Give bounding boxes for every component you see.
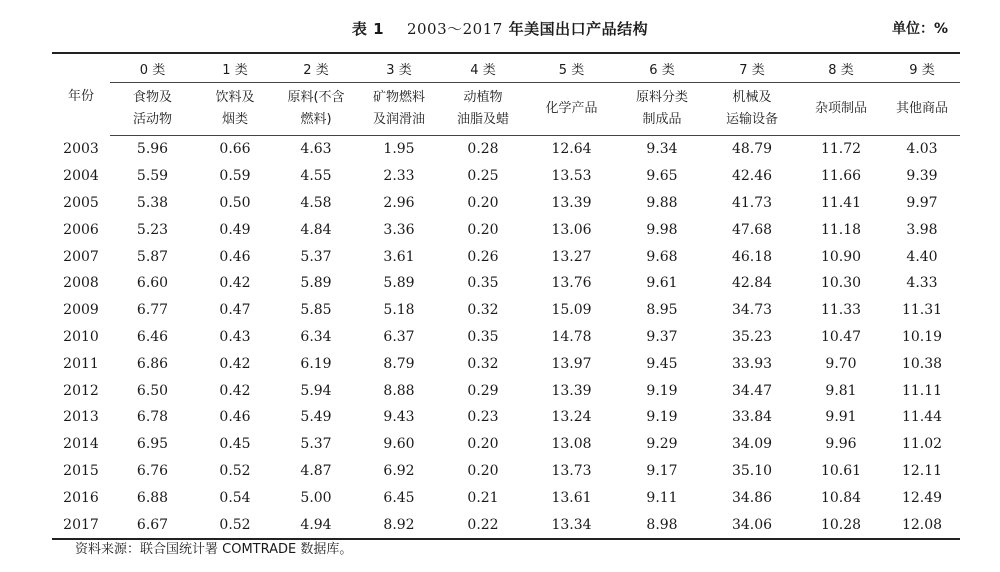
value-cell: 9.17	[646, 462, 678, 479]
value-cell: 5.38	[136, 194, 169, 211]
value-cell: 3.36	[383, 221, 415, 238]
value-cell: 10.61	[820, 462, 862, 479]
category-code: 0 类	[110, 53, 195, 83]
value-cell: 5.87	[136, 248, 169, 265]
value-cell: 0.32	[467, 302, 499, 319]
category-code: 3 类	[357, 53, 441, 83]
value-cell: 9.96	[825, 436, 857, 453]
year-cell: 2009	[63, 302, 99, 319]
value-cell: 0.45	[219, 436, 251, 453]
value-cell: 9.98	[646, 221, 678, 238]
value-cell: 4.03	[906, 141, 938, 158]
value-cell: 9.34	[646, 141, 678, 158]
value-cell: 34.86	[731, 489, 773, 506]
year-cell: 2004	[63, 168, 99, 185]
table-row	[52, 458, 960, 485]
table-row	[52, 350, 960, 377]
value-cell: 12.49	[901, 489, 943, 506]
table-body	[52, 136, 960, 539]
value-cell: 0.20	[467, 194, 499, 211]
value-cell: 0.47	[219, 302, 251, 319]
value-cell: 9.11	[646, 489, 678, 506]
value-cell: 10.28	[798, 511, 884, 539]
value-cell: 12.64	[551, 141, 592, 158]
value-cell: 34.73	[731, 302, 773, 319]
value-cell: 10.84	[820, 489, 862, 506]
title-years: 2003～2017	[406, 20, 503, 38]
value-cell: 9.68	[646, 248, 678, 265]
value-cell: 9.91	[825, 409, 857, 426]
value-cell: 5.18	[383, 302, 415, 319]
value-cell: 0.43	[219, 328, 251, 345]
value-cell: 9.61	[646, 275, 678, 292]
value-cell: 6.34	[300, 328, 332, 345]
value-cell: 11.33	[820, 302, 862, 319]
value-cell: 9.19	[646, 409, 678, 426]
value-cell: 6.67	[110, 511, 195, 539]
table-row	[52, 163, 960, 190]
value-cell: 0.35	[467, 328, 499, 345]
value-cell: 11.11	[901, 382, 943, 399]
value-cell: 9.19	[646, 382, 678, 399]
value-cell: 33.84	[731, 409, 773, 426]
value-cell: 47.68	[731, 221, 773, 238]
year-cell: 2017	[52, 511, 110, 539]
value-cell: 10.38	[901, 355, 943, 372]
export-structure-table	[52, 52, 960, 540]
value-cell: 4.33	[906, 275, 938, 292]
value-cell: 11.18	[820, 221, 862, 238]
value-cell: 5.37	[300, 436, 332, 453]
category-name: 原料分类 制成品	[618, 83, 706, 136]
category-name: 机械及 运输设备	[706, 83, 798, 136]
value-cell: 4.84	[300, 221, 332, 238]
table-row	[52, 216, 960, 243]
table-row	[52, 377, 960, 404]
value-cell: 0.20	[467, 221, 499, 238]
category-name: 化学产品	[525, 83, 618, 136]
value-cell: 6.92	[383, 462, 415, 479]
value-cell: 12.08	[884, 511, 960, 539]
year-cell: 2005	[63, 194, 99, 211]
value-cell: 0.46	[219, 409, 251, 426]
year-cell: 2014	[63, 436, 99, 453]
category-code: 9 类	[884, 53, 960, 83]
value-cell: 0.42	[219, 355, 251, 372]
value-cell: 13.61	[551, 489, 592, 506]
value-cell: 9.43	[383, 409, 415, 426]
value-cell: 9.81	[825, 382, 857, 399]
value-cell: 13.76	[551, 275, 592, 292]
value-cell: 10.30	[820, 275, 862, 292]
value-cell: 0.22	[441, 511, 525, 539]
value-cell: 13.39	[551, 194, 592, 211]
table-number: 表 1	[351, 20, 385, 38]
category-name: 动植物 油脂及蜡	[441, 83, 525, 136]
value-cell: 8.79	[383, 355, 415, 372]
value-cell: 6.78	[136, 409, 169, 426]
value-cell: 13.08	[551, 436, 592, 453]
value-cell: 11.72	[820, 141, 862, 158]
value-cell: 13.24	[551, 409, 592, 426]
year-cell: 2006	[63, 221, 99, 238]
value-cell: 5.89	[300, 275, 332, 292]
value-cell: 9.70	[825, 355, 857, 372]
value-cell: 34.09	[731, 436, 773, 453]
value-cell: 10.90	[820, 248, 862, 265]
value-cell: 5.49	[300, 409, 332, 426]
value-cell: 3.61	[383, 248, 415, 265]
value-cell: 35.23	[731, 328, 773, 345]
value-cell: 6.77	[136, 302, 169, 319]
value-cell: 6.88	[136, 489, 169, 506]
value-cell: 12.11	[901, 462, 943, 479]
category-code: 5 类	[525, 53, 618, 83]
value-cell: 13.06	[551, 221, 592, 238]
category-code: 1 类	[195, 53, 275, 83]
category-code: 7 类	[706, 53, 798, 83]
year-cell: 2012	[63, 382, 99, 399]
value-cell: 13.34	[525, 511, 618, 539]
value-cell: 8.88	[383, 382, 415, 399]
value-cell: 4.94	[275, 511, 357, 539]
value-cell: 2.96	[383, 194, 415, 211]
value-cell: 9.97	[906, 194, 938, 211]
title-text: 年美国出口产品结构	[508, 20, 649, 38]
year-cell: 2007	[63, 248, 99, 265]
year-header: 年份	[52, 53, 110, 136]
year-cell: 2008	[63, 275, 99, 292]
value-cell: 11.31	[901, 302, 943, 319]
value-cell: 0.52	[219, 462, 251, 479]
value-cell: 0.49	[219, 221, 251, 238]
value-cell: 34.06	[706, 511, 798, 539]
value-cell: 0.23	[467, 409, 499, 426]
value-cell: 13.73	[551, 462, 592, 479]
value-cell: 10.47	[820, 328, 862, 345]
year-cell: 2010	[63, 328, 99, 345]
value-cell: 0.52	[195, 511, 275, 539]
year-cell: 2016	[63, 489, 99, 506]
value-cell: 0.59	[219, 168, 251, 185]
value-cell: 4.87	[300, 462, 332, 479]
category-code: 4 类	[441, 53, 525, 83]
table-row	[52, 136, 960, 163]
value-cell: 0.25	[467, 168, 499, 185]
category-code: 6 类	[618, 53, 706, 83]
value-cell: 4.55	[300, 168, 332, 185]
value-cell: 8.92	[357, 511, 441, 539]
value-cell: 9.65	[646, 168, 678, 185]
value-cell: 5.94	[300, 382, 332, 399]
value-cell: 0.50	[219, 194, 251, 211]
value-cell: 0.54	[219, 489, 251, 506]
value-cell: 0.20	[467, 462, 499, 479]
value-cell: 5.85	[300, 302, 332, 319]
value-cell: 4.58	[300, 194, 332, 211]
value-cell: 3.98	[906, 221, 938, 238]
value-cell: 13.53	[551, 168, 592, 185]
category-name: 原料(不含 燃料)	[275, 83, 357, 136]
table-row	[52, 484, 960, 511]
value-cell: 6.50	[136, 382, 169, 399]
category-code-row	[52, 53, 960, 83]
table-title	[0, 18, 1000, 39]
value-cell: 5.96	[136, 141, 169, 158]
unit-label: 单位：%	[891, 21, 948, 37]
value-cell: 6.95	[136, 436, 169, 453]
value-cell: 8.98	[618, 511, 706, 539]
value-cell: 9.29	[646, 436, 678, 453]
value-cell: 10.19	[901, 328, 943, 345]
value-cell: 42.84	[731, 275, 773, 292]
value-cell: 13.39	[551, 382, 592, 399]
category-name: 杂项制品	[798, 83, 884, 136]
value-cell: 0.28	[467, 141, 499, 158]
value-cell: 1.95	[383, 141, 415, 158]
table-row	[52, 243, 960, 270]
value-cell: 11.66	[820, 168, 862, 185]
value-cell: 0.42	[219, 275, 251, 292]
value-cell: 6.86	[136, 355, 169, 372]
value-cell: 48.79	[731, 141, 773, 158]
value-cell: 0.26	[467, 248, 499, 265]
table-row	[52, 511, 960, 539]
year-cell: 2013	[63, 409, 99, 426]
value-cell: 6.37	[383, 328, 415, 345]
value-cell: 14.78	[551, 328, 592, 345]
category-name: 矿物燃料 及润滑油	[357, 83, 441, 136]
category-name-row	[52, 83, 960, 136]
table-row	[52, 404, 960, 431]
value-cell: 5.37	[300, 248, 332, 265]
value-cell: 11.44	[901, 409, 943, 426]
category-code: 2 类	[275, 53, 357, 83]
value-cell: 34.47	[731, 382, 773, 399]
value-cell: 5.00	[300, 489, 332, 506]
value-cell: 42.46	[731, 168, 773, 185]
table-row	[52, 270, 960, 297]
year-cell: 2011	[63, 355, 99, 372]
category-name: 其他商品	[884, 83, 960, 136]
value-cell: 5.23	[136, 221, 169, 238]
value-cell: 9.39	[906, 168, 938, 185]
table-row	[52, 431, 960, 458]
category-code: 8 类	[798, 53, 884, 83]
value-cell: 9.88	[646, 194, 678, 211]
year-cell: 2015	[63, 462, 99, 479]
value-cell: 0.20	[467, 436, 499, 453]
value-cell: 9.45	[646, 355, 678, 372]
value-cell: 6.45	[383, 489, 415, 506]
source-note: 资料来源：联合国统计署 COMTRADE 数据库。	[75, 542, 353, 557]
value-cell: 11.02	[901, 436, 943, 453]
value-cell: 6.60	[136, 275, 169, 292]
value-cell: 0.29	[467, 382, 499, 399]
value-cell: 0.35	[467, 275, 499, 292]
table-row	[52, 324, 960, 351]
value-cell: 9.60	[383, 436, 415, 453]
category-name: 食物及 活动物	[110, 83, 195, 136]
value-cell: 9.37	[646, 328, 678, 345]
value-cell: 0.46	[219, 248, 251, 265]
value-cell: 13.27	[551, 248, 592, 265]
value-cell: 46.18	[731, 248, 773, 265]
value-cell: 41.73	[731, 194, 773, 211]
value-cell: 35.10	[731, 462, 773, 479]
year-cell: 2003	[63, 141, 99, 158]
value-cell: 4.63	[300, 141, 332, 158]
value-cell: 6.46	[136, 328, 169, 345]
value-cell: 5.89	[383, 275, 415, 292]
table-row	[52, 297, 960, 324]
value-cell: 15.09	[551, 302, 592, 319]
value-cell: 13.97	[551, 355, 592, 372]
value-cell: 0.66	[219, 141, 251, 158]
value-cell: 0.21	[467, 489, 499, 506]
value-cell: 4.40	[906, 248, 938, 265]
value-cell: 6.76	[136, 462, 169, 479]
value-cell: 5.59	[136, 168, 169, 185]
value-cell: 8.95	[646, 302, 678, 319]
value-cell: 0.32	[467, 355, 499, 372]
value-cell: 0.42	[219, 382, 251, 399]
value-cell: 11.41	[820, 194, 862, 211]
value-cell: 2.33	[383, 168, 415, 185]
value-cell: 6.19	[300, 355, 332, 372]
value-cell: 33.93	[731, 355, 773, 372]
category-name: 饮料及 烟类	[195, 83, 275, 136]
table-row	[52, 190, 960, 217]
